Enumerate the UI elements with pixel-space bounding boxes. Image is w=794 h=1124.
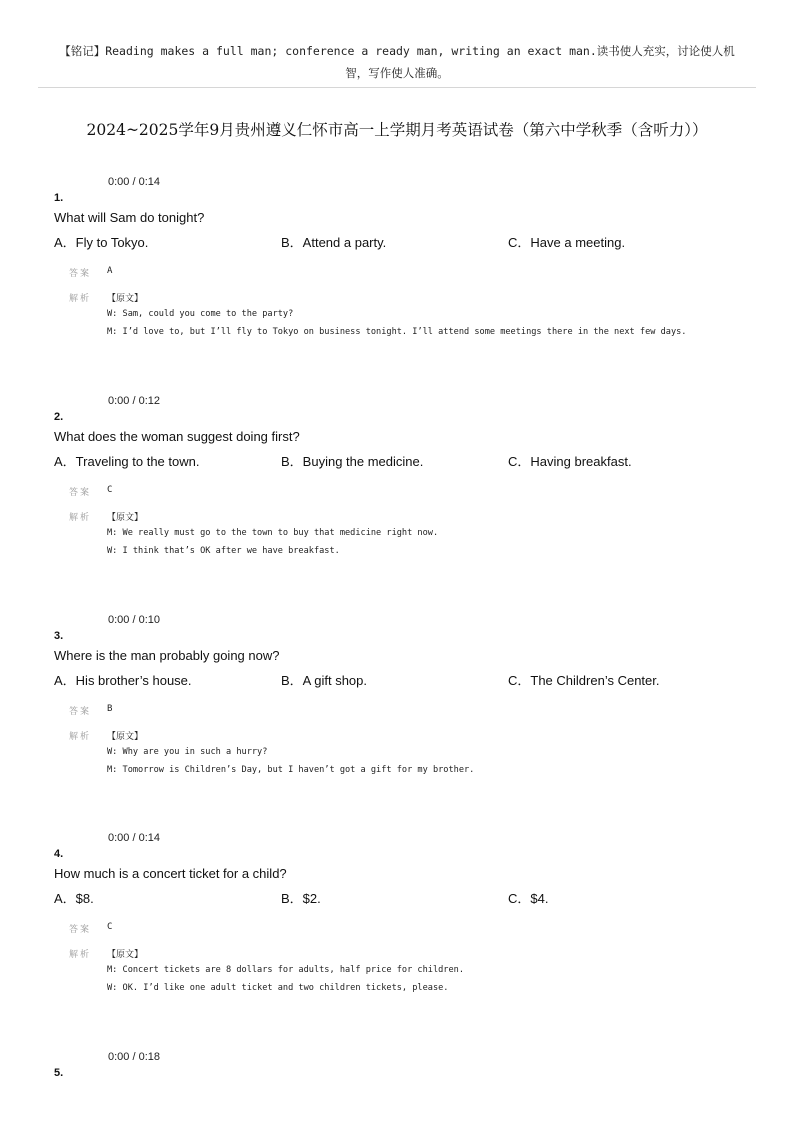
answer-label: 答案 — [69, 269, 92, 279]
transcript-line: W: Why are you in such a hurry? — [107, 747, 268, 757]
original-text-label: 【原文】 — [107, 513, 144, 523]
original-text-label: 【原文】 — [107, 732, 144, 742]
transcript-line: M: Concert tickets are 8 dollars for adults, half price for children. — [107, 965, 464, 975]
motto-line-1: 【铭记】Reading makes a full man; conference a ready man, writing an exact man.读书使人充实，讨论使人机 — [59, 44, 735, 58]
question-number: 4. — [54, 848, 64, 860]
question-4 — [0, 832, 794, 1032]
transcript-line: M: We really must go to the town to buy that medicine right now. — [107, 528, 439, 538]
option-b: B．Attend a party. — [281, 235, 387, 250]
question-stem: How much is a concert ticket for a child? — [54, 866, 287, 881]
motto-header — [0, 40, 794, 84]
question-stem: Where is the man probably going now? — [54, 648, 280, 663]
transcript-line: W: OK. I’d like one adult ticket and two children tickets, please. — [107, 983, 449, 993]
original-text-label: 【原文】 — [107, 950, 144, 960]
option-c: C．The Children’s Center. — [508, 673, 660, 688]
original-text-label: 【原文】 — [107, 294, 144, 304]
option-b: B．Buying the medicine. — [281, 454, 424, 469]
audio-player[interactable]: 0:00 / 0:12 — [108, 395, 160, 407]
question-5 — [0, 1051, 794, 1111]
transcript-line: M: I’d love to, but I’ll fly to Tokyo on business tonight. I’ll attend some meetings there in the next few days. — [107, 327, 687, 337]
option-a: A．His brother’s house. — [54, 673, 192, 688]
answer-value: B — [107, 704, 113, 714]
audio-player[interactable]: 0:00 / 0:14 — [108, 832, 160, 844]
transcript-line: M: Tomorrow is Children’s Day, but I haven’t got a gift for my brother. — [107, 765, 475, 775]
option-a: A．Fly to Tokyo. — [54, 235, 149, 250]
answer-value: C — [107, 922, 113, 932]
audio-player[interactable]: 0:00 / 0:18 — [108, 1051, 160, 1063]
question-3 — [0, 614, 794, 814]
question-2 — [0, 395, 794, 595]
question-number: 3. — [54, 630, 64, 642]
audio-player[interactable]: 0:00 / 0:14 — [108, 176, 160, 188]
answer-label: 答案 — [69, 925, 92, 935]
header-divider — [38, 87, 756, 88]
question-1 — [0, 176, 794, 376]
explanation-label: 解析 — [69, 294, 92, 304]
explanation-label: 解析 — [69, 950, 92, 960]
option-b: B．$2. — [281, 891, 321, 906]
explanation-label: 解析 — [69, 513, 92, 523]
option-c: C．$4. — [508, 891, 549, 906]
page-title: 2024~2025学年9月贵州遵义仁怀市高一上学期月考英语试卷（第六中学秋季（含听力）） — [86, 121, 708, 139]
answer-value: A — [107, 266, 113, 276]
option-a: A．Traveling to the town. — [54, 454, 200, 469]
transcript-line: W: I think that’s OK after we have breakfast. — [107, 546, 340, 556]
audio-player[interactable]: 0:00 / 0:10 — [108, 614, 160, 626]
question-number: 2. — [54, 411, 64, 423]
answer-label: 答案 — [69, 707, 92, 717]
answer-value: C — [107, 485, 113, 495]
transcript-line: W: Sam, could you come to the party? — [107, 309, 294, 319]
answer-label: 答案 — [69, 488, 92, 498]
option-c: C．Having breakfast. — [508, 454, 632, 469]
motto-line-2: 智，写作使人准确。 — [345, 66, 449, 80]
question-stem: What does the woman suggest doing first? — [54, 429, 300, 444]
question-stem: What will Sam do tonight? — [54, 210, 205, 225]
option-b: B．A gift shop. — [281, 673, 367, 688]
option-c: C．Have a meeting. — [508, 235, 626, 250]
question-number: 1. — [54, 192, 64, 204]
question-number: 5. — [54, 1067, 64, 1079]
explanation-label: 解析 — [69, 732, 92, 742]
option-a: A．$8. — [54, 891, 94, 906]
